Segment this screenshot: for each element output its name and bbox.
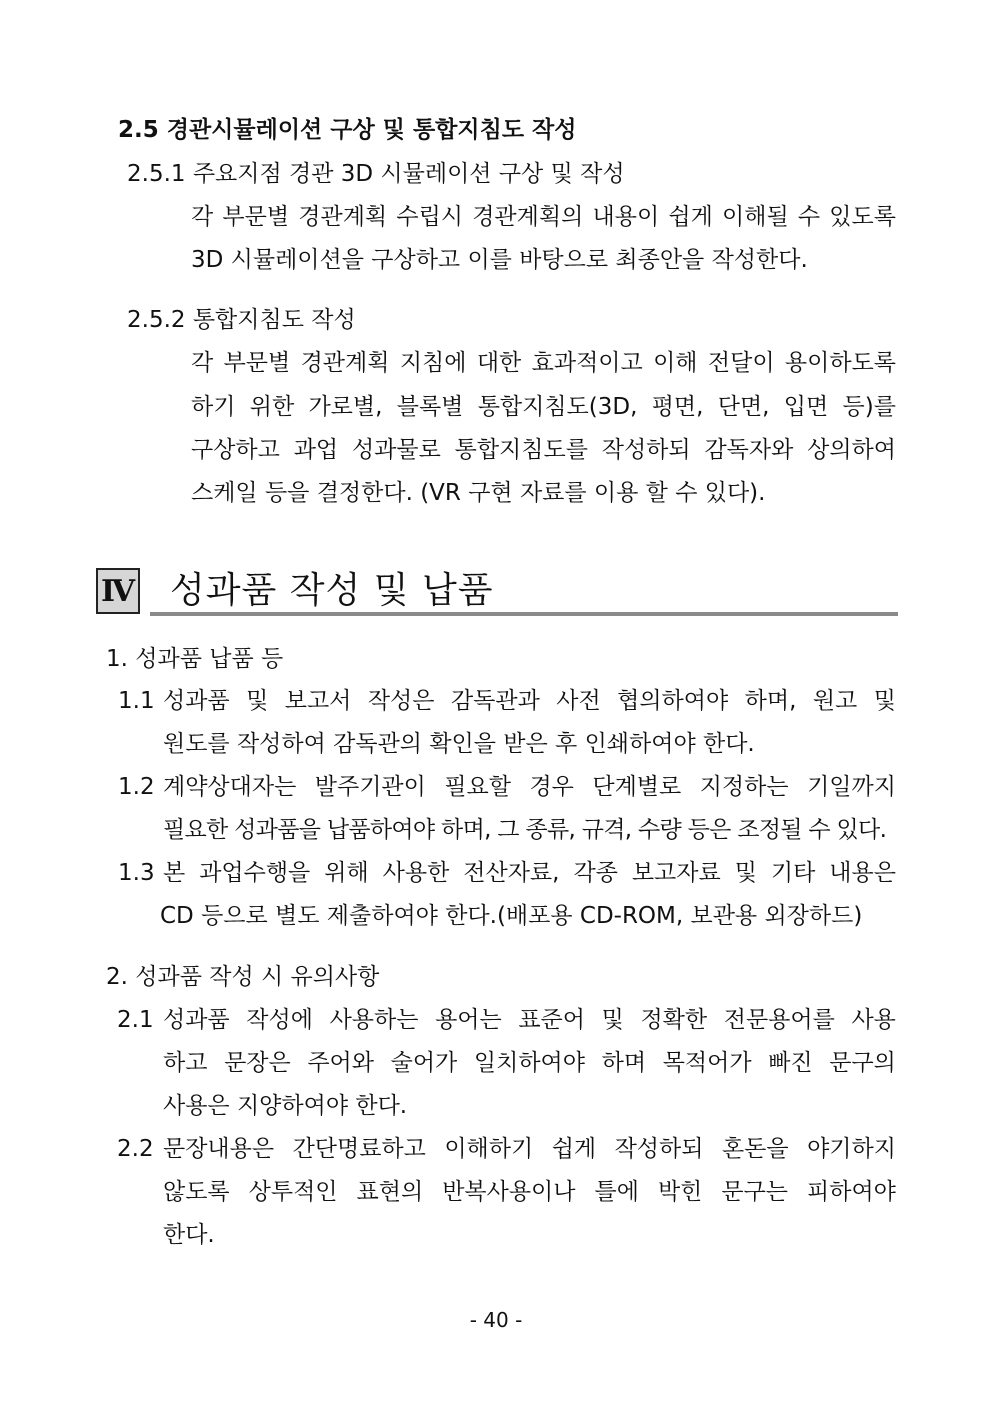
word: 기타 [770,860,816,886]
word: 반복사용이나 [442,1179,576,1205]
word: 표준어 [518,1007,585,1033]
word: 이해하기 [444,1136,534,1162]
item-continuation-line [163,1177,896,1207]
word: 사용한 [382,860,450,886]
word: 빠진 [768,1050,813,1076]
word: 사용 [851,1007,896,1033]
word: 부문별 [223,350,291,376]
word: 감독자와 [704,437,794,463]
word: 감독관과 [450,688,540,714]
word: 쉽게 [668,204,713,230]
word: 각 [191,204,214,230]
word: 보고자료 [631,860,721,886]
word: 사용하는 [329,1007,419,1033]
word: 내용은 [829,860,896,886]
item-number: 1.3 [118,860,155,886]
word: 위한 [249,394,295,420]
word: 박힌 [657,1179,703,1205]
word: 있도록 [829,204,896,230]
paragraph-line [191,392,896,422]
word: 전문용어를 [723,1007,835,1033]
item-first-line [163,686,896,716]
item-number: 1.1 [118,688,155,714]
word: 문장내용은 [163,1136,275,1162]
item-number: 2.1 [117,1007,154,1033]
word: 문구는 [721,1179,789,1205]
word: 보고서 [284,688,352,714]
word: 피하여야 [807,1179,896,1205]
chapter-title: 성과품 작성 및 납품 [170,570,494,611]
word: 작성하되 [614,1136,704,1162]
word: 수립시 [396,204,464,230]
word: 원고 [812,688,858,714]
word: 등)를 [842,394,896,420]
word: 틀에 [594,1179,639,1205]
word: 협의하여야 [617,688,729,714]
item-continuation-line: 필요한 성과품을 납품하여야 하며, 그 종류, 규격, 수량 등은 조정될 수 있다. [163,817,887,843]
item-first-line [163,772,896,802]
word: 각종 [573,860,618,886]
item-continuation-line: CD 등으로 별도 제출하여야 한다.(배포용 CD-ROM, 보관용 외장하드) [160,903,863,929]
word: 상의하여 [807,437,896,463]
word: 전산자료, [463,860,560,886]
word: 지정하는 [699,774,789,800]
word: 일치하여야 [473,1050,585,1076]
chapter-underline [150,612,898,616]
word: 및 [734,860,757,886]
subsection-heading-2-5-1: 2.5.1 주요지점 경관 3D 시뮬레이션 구상 및 작성 [127,161,625,187]
word: 구상하고 [191,437,280,463]
word: 용이하도록 [784,350,896,376]
word: 전달이 [707,350,775,376]
word: 성과품 [163,1007,230,1033]
paragraph-line [191,202,896,232]
word: 부문별 [222,204,290,230]
word: 발주기관이 [314,774,426,800]
word: 지침에 [399,350,467,376]
word: 주어와 [307,1050,374,1076]
word: 단면, [717,394,770,420]
word: 과업 [293,437,339,463]
part-heading-1: 1. 성과품 납품 등 [106,646,284,672]
word: 사전 [556,688,601,714]
word: 하며, [744,688,797,714]
word: 정확한 [640,1007,708,1033]
item-continuation-line: 한다. [163,1222,215,1248]
word: 야기하지 [807,1136,896,1162]
word: 상투적인 [248,1179,338,1205]
paragraph-line [191,435,896,465]
word: 하며 [601,1050,647,1076]
page-number: - 40 - [469,1308,523,1332]
word: 경관계획 [300,350,390,376]
word: 본 [163,860,186,886]
word: 간단명료하고 [292,1136,426,1162]
item-number: 1.2 [118,774,155,800]
word: 작성은 [367,688,435,714]
word: 표현의 [356,1179,424,1205]
item-first-line [163,1134,896,1164]
word: 문구의 [829,1050,896,1076]
word: 성과물로 [351,437,441,463]
word: 내용이 [592,204,660,230]
word: 입면 [783,394,829,420]
item-continuation-line: 사용은 지양하여야 한다. [163,1093,408,1119]
word: 블록별 [396,394,464,420]
word: 하기 [191,394,236,420]
word: 이해 [653,350,698,376]
word: 효과적이고 [531,350,643,376]
word: 평면, [651,394,704,420]
part-heading-2: 2. 성과품 작성 시 유의사항 [106,964,380,990]
word: 혼돈을 [721,1136,789,1162]
word: 성과품 [163,688,230,714]
item-first-line [163,858,896,888]
word: 위해 [324,860,369,886]
word: 기일까지 [807,774,896,800]
word: 통합지침도를 [454,437,588,463]
word: 용어는 [435,1007,502,1033]
word: 하고 [163,1050,208,1076]
item-number: 2.2 [117,1136,154,1162]
paragraph-line: 3D 시뮬레이션을 구상하고 이를 바탕으로 최종안을 작성한다. [191,247,808,273]
word: 이해될 [722,204,789,230]
word: 문장은 [224,1050,291,1076]
word: 필요할 [444,774,511,800]
word: 및 [246,688,269,714]
word: 수 [797,204,821,230]
item-first-line [163,1005,896,1035]
word: 단계별로 [592,774,682,800]
paragraph-line [191,348,896,378]
word: 과업수행을 [199,860,311,886]
section-heading-2-5: 2.5 경관시뮬레이션 구상 및 통합지침도 작성 [118,117,577,143]
paragraph-line: 스케일 등을 결정한다. (VR 구현 자료를 이용 할 수 있다). [191,480,766,506]
word: 술어가 [390,1050,458,1076]
item-continuation-line [163,1048,896,1078]
word: 작성에 [246,1007,313,1033]
word: 각 [191,350,214,376]
word: 경관계획의 [472,204,584,230]
word: 경우 [529,774,574,800]
word: 작성하되 [601,437,691,463]
word: 가로별, [308,394,383,420]
word: 통합지침도(3D, [477,394,638,420]
word: 목적어가 [662,1050,752,1076]
item-continuation-line: 원도를 작성하여 감독관의 확인을 받은 후 인쇄하여야 한다. [163,731,755,757]
word: 계약상대자는 [163,774,297,800]
subsection-heading-2-5-2: 2.5.2 통합지침도 작성 [127,307,356,333]
word: 않도록 [163,1179,230,1205]
word: 및 [873,688,896,714]
word: 쉽게 [551,1136,597,1162]
word: 대한 [476,350,522,376]
word: 및 [601,1007,624,1033]
chapter-number-box: Ⅳ [96,568,140,614]
word: 경관계획 [298,204,388,230]
